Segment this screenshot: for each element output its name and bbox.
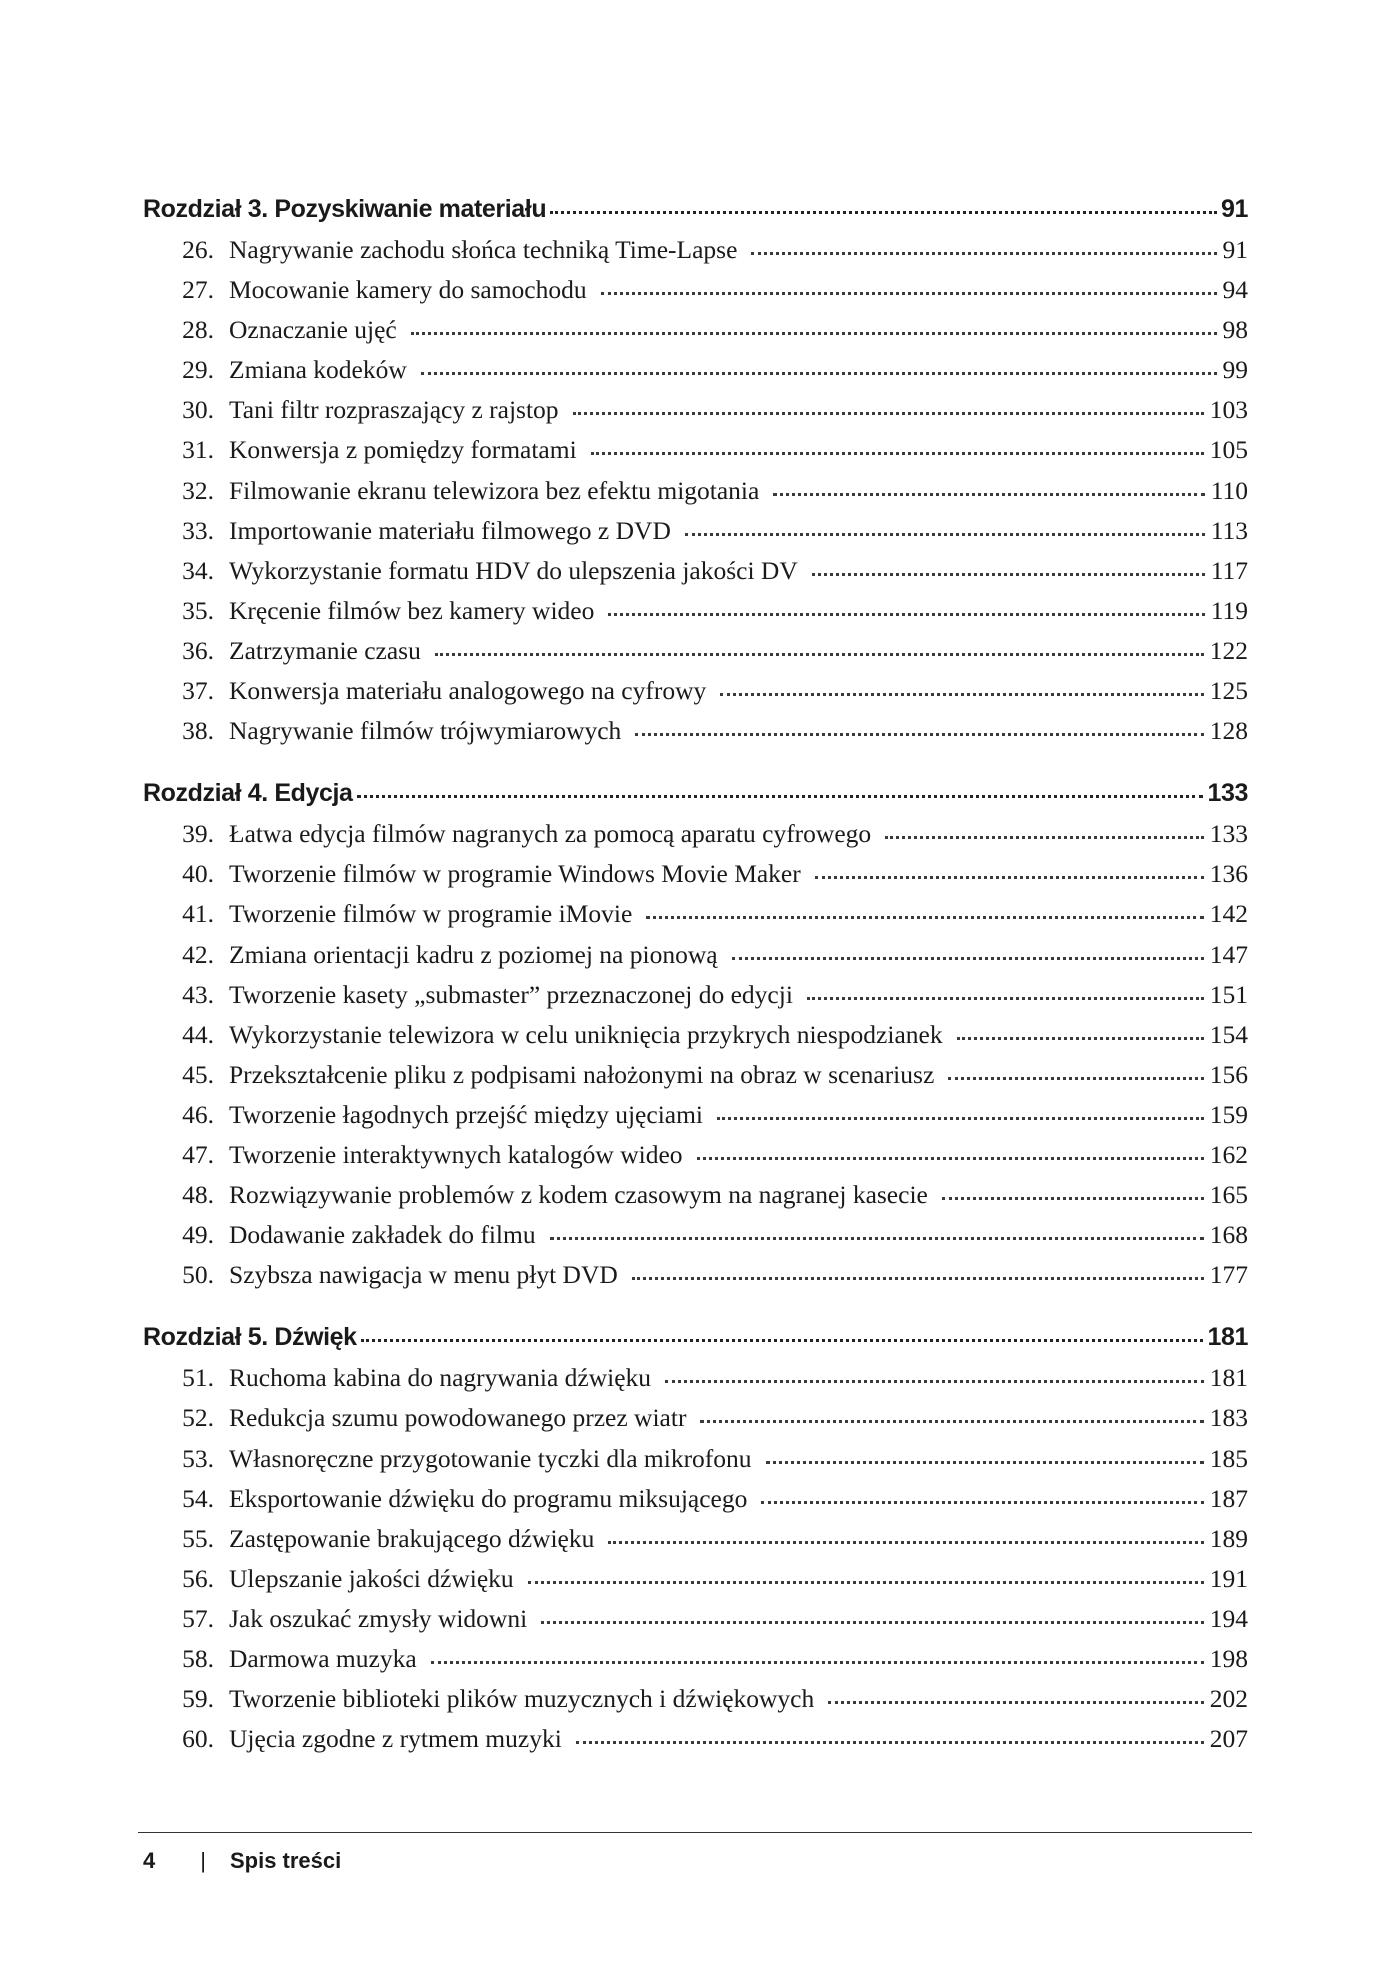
chapter-section [143,779,1248,1300]
chapter-title: Rozdział 5. Dźwięk [143,1323,357,1352]
chapter-heading[interactable] [143,195,1248,235]
dot-leader [608,613,1204,616]
entry-title: Tworzenie łagodnych przejść między ujęciami [229,1099,704,1129]
entry-number: 46. [182,1099,214,1129]
dot-leader [435,653,1204,656]
entry-number: 32. [182,475,214,505]
toc-entry[interactable] [143,1140,1248,1180]
dot-leader [601,292,1217,295]
toc-entry[interactable] [143,859,1248,899]
entry-title: Tworzenie biblioteki plików muzycznych i dźwiękowych [229,1684,815,1714]
entry-page-number: 162 [1209,1139,1248,1169]
entry-page-number: 154 [1209,1019,1248,1049]
entry-title: Tworzenie kasety „submaster” przeznaczonej do edycji [229,979,793,1009]
entry-title: Redukcja szumu powodowanego przez wiatr [229,1403,687,1433]
entry-title: Tworzenie interaktywnych katalogów wideo [229,1139,683,1169]
dot-leader [815,876,1204,879]
entry-page-number: 156 [1209,1059,1248,1089]
entry-page-number: 142 [1209,899,1248,929]
dot-leader [665,1380,1204,1383]
toc-entry[interactable] [143,1444,1248,1484]
entry-number: 52. [182,1403,214,1433]
dot-leader [361,1339,1204,1342]
entry-number: 59. [182,1684,214,1714]
entry-title: Własnoręczne przygotowanie tyczki dla mikrofonu [229,1443,752,1473]
entry-page-number: 194 [1209,1603,1248,1633]
entry-number: 33. [182,515,214,545]
chapter-page-number: 181 [1207,1323,1248,1352]
dot-leader [828,1701,1203,1704]
dot-leader [357,795,1204,798]
entry-number: 54. [182,1483,214,1513]
entry-title: Nagrywanie filmów trójwymiarowych [229,716,622,746]
toc-entry[interactable] [143,940,1248,980]
toc-entry[interactable] [143,819,1248,859]
entry-number: 53. [182,1443,214,1473]
entry-page-number: 151 [1209,979,1248,1009]
toc-entry[interactable] [143,1260,1248,1300]
dot-leader [431,1661,1204,1664]
dot-leader [550,211,1217,214]
entry-number: 51. [182,1363,214,1393]
toc-entry[interactable] [143,1403,1248,1443]
dot-leader [576,1741,1204,1744]
toc-entry[interactable] [143,676,1248,716]
dot-leader [807,997,1204,1000]
entry-title: Ruchoma kabina do nagrywania dźwięku [229,1363,652,1393]
toc-entry[interactable] [143,1100,1248,1140]
entry-page-number: 136 [1209,859,1248,889]
toc-entry[interactable] [143,1484,1248,1524]
entry-number: 28. [182,315,214,345]
entry-title: Kręcenie filmów bez kamery wideo [229,595,595,625]
dot-leader [957,1037,1204,1040]
dot-leader [751,252,1216,255]
dot-leader [732,957,1204,960]
entry-number: 29. [182,355,214,385]
entry-title: Przekształcenie pliku z podpisami nałożonymi na obraz w scenariusz [229,1059,935,1089]
dot-leader [948,1077,1203,1080]
entry-page-number: 183 [1209,1403,1248,1433]
chapter-section [143,1323,1248,1764]
entry-page-number: 147 [1209,939,1248,969]
entry-title: Konwersja z pomiędzy formatami [229,435,577,465]
chapter-title: Rozdział 4. Edycja [143,779,353,808]
entry-page-number: 103 [1209,395,1248,425]
entry-page-number: 202 [1209,1684,1248,1714]
entry-title: Zastępowanie brakującego dźwięku [229,1523,595,1553]
entry-title: Zmiana orientacji kadru z poziomej na pionową [229,939,718,969]
toc-entry[interactable] [143,1644,1248,1684]
entry-page-number: 128 [1209,716,1248,746]
entry-title: Ulepszanie jakości dźwięku [229,1563,514,1593]
entry-page-number: 98 [1222,315,1248,345]
entry-title: Tani filtr rozpraszający z rajstop [229,395,559,425]
toc-entry[interactable] [143,476,1248,516]
dot-leader [411,332,1217,335]
entry-number: 40. [182,859,214,889]
dot-leader [591,452,1204,455]
toc-entry[interactable] [143,899,1248,939]
entry-number: 49. [182,1220,214,1250]
entry-page-number: 181 [1209,1363,1248,1393]
entry-page-number: 185 [1209,1443,1248,1473]
entry-title: Ujęcia zgodne z rytmem muzyki [229,1724,562,1754]
toc-entry[interactable] [143,556,1248,596]
entry-title: Zatrzymanie czasu [229,635,421,665]
entry-page-number: 110 [1210,475,1248,505]
entry-page-number: 207 [1209,1724,1248,1754]
entry-number: 34. [182,555,214,585]
entry-page-number: 113 [1210,515,1248,545]
entry-title: Jak oszukać zmysły widowni [229,1603,528,1633]
footer-divider [138,1832,1252,1833]
toc-entry[interactable] [143,980,1248,1020]
entry-page-number: 165 [1209,1180,1248,1210]
entry-number: 43. [182,979,214,1009]
entry-page-number: 91 [1222,235,1248,264]
entry-number: 26. [182,235,214,264]
entry-title: Mocowanie kamery do samochodu [229,275,587,305]
toc-entry[interactable] [143,1724,1248,1764]
entry-page-number: 189 [1209,1523,1248,1553]
dot-leader [700,1420,1203,1423]
entry-page-number: 125 [1209,676,1248,706]
toc-entry[interactable] [143,1180,1248,1220]
chapter-section [143,195,1248,756]
dot-leader [635,733,1203,736]
entry-title: Tworzenie filmów w programie iMovie [229,899,633,929]
entry-page-number: 99 [1222,355,1248,385]
entry-number: 60. [182,1724,214,1754]
chapter-page-number: 91 [1220,195,1248,223]
dot-leader [550,1237,1204,1240]
dot-leader [421,372,1217,375]
toc-entry[interactable] [143,315,1248,355]
entry-number: 44. [182,1019,214,1049]
entry-page-number: 168 [1209,1220,1248,1250]
table-of-contents [143,195,1248,1787]
entry-number: 39. [182,819,214,849]
entry-page-number: 133 [1209,819,1248,849]
entry-page-number: 198 [1209,1644,1248,1673]
entry-number: 45. [182,1059,214,1089]
dot-leader [697,1157,1204,1160]
dot-leader [720,693,1204,696]
dot-leader [632,1277,1204,1280]
toc-entry[interactable] [143,1220,1248,1260]
entry-title: Wykorzystanie telewizora w celu uniknięcia przykrych niespodzianek [229,1019,943,1049]
dot-leader [717,1117,1204,1120]
entry-title: Darmowa muzyka [229,1644,417,1673]
entry-page-number: 122 [1209,635,1248,665]
entry-page-number: 191 [1209,1563,1248,1593]
entry-number: 27. [182,275,214,305]
entry-title: Tworzenie filmów w programie Windows Movie Maker [229,859,801,889]
toc-entry[interactable] [143,596,1248,636]
chapter-page-number: 133 [1207,779,1248,808]
dot-leader [685,533,1205,536]
entry-number: 41. [182,899,214,929]
dot-leader [885,836,1204,839]
dot-leader [646,916,1203,919]
entry-number: 50. [182,1260,214,1290]
entry-page-number: 177 [1209,1260,1248,1290]
entry-page-number: 105 [1209,435,1248,465]
dot-leader [766,1461,1204,1464]
entry-number: 30. [182,395,214,425]
entry-title: Eksportowanie dźwięku do programu miksującego [229,1483,748,1513]
entry-number: 37. [182,676,214,706]
entry-title: Rozwiązywanie problemów z kodem czasowym na nagranej kasecie [229,1180,928,1210]
entry-page-number: 117 [1210,555,1248,585]
entry-title: Filmowanie ekranu telewizora bez efektu migotania [229,475,760,505]
entry-number: 56. [182,1563,214,1593]
toc-entry[interactable] [143,1564,1248,1604]
entry-number: 36. [182,635,214,665]
entry-page-number: 119 [1210,595,1248,625]
toc-entry[interactable] [143,395,1248,435]
footer-section-title: Spis treści [229,1848,342,1873]
entry-title: Łatwa edycja filmów nagranych za pomocą aparatu cyfrowego [229,819,872,849]
entry-title: Szybsza nawigacja w menu płyt DVD [229,1260,618,1290]
entry-title: Wykorzystanie formatu HDV do ulepszenia jakości DV [229,555,798,585]
entry-number: 35. [182,595,214,625]
dot-leader [812,573,1205,576]
dot-leader [608,1541,1203,1544]
toc-entry[interactable] [143,235,1248,275]
entry-page-number: 94 [1222,275,1248,305]
dot-leader [573,412,1204,415]
toc-entry[interactable] [143,516,1248,556]
entry-title: Konwersja materiału analogowego na cyfrowy [229,676,707,706]
entry-title: Zmiana kodeków [229,355,407,385]
entry-number: 31. [182,435,214,465]
entry-title: Dodawanie zakładek do filmu [229,1220,536,1250]
entry-number: 57. [182,1603,214,1633]
entry-title: Oznaczanie ujęć [229,315,397,345]
entry-number: 58. [182,1644,214,1673]
dot-leader [541,1621,1204,1624]
toc-entry[interactable] [143,1060,1248,1100]
footer-separator: | [200,1848,206,1873]
page-footer [143,1848,341,1874]
toc-entry[interactable] [143,1020,1248,1060]
entry-title: Importowanie materiału filmowego z DVD [229,515,671,545]
toc-entry[interactable] [143,1524,1248,1564]
chapter-heading[interactable] [143,779,1248,819]
chapter-title: Rozdział 3. Pozyskiwanie materiału [143,195,547,223]
entry-title: Nagrywanie zachodu słońca techniką Time-Lapse [229,235,738,264]
entry-number: 55. [182,1523,214,1553]
entry-number: 47. [182,1139,214,1169]
toc-entry[interactable] [143,1604,1248,1644]
entry-page-number: 187 [1209,1483,1248,1513]
footer-page-number: 4 [143,1848,156,1873]
toc-entry[interactable] [143,275,1248,315]
entry-page-number: 159 [1209,1099,1248,1129]
toc-entry[interactable] [143,1363,1248,1403]
entry-number: 42. [182,939,214,969]
dot-leader [773,493,1204,496]
toc-entry[interactable] [143,355,1248,395]
toc-entry[interactable] [143,435,1248,475]
chapter-heading[interactable] [143,1323,1248,1363]
toc-entry[interactable] [143,1684,1248,1724]
dot-leader [528,1581,1204,1584]
toc-entry[interactable] [143,716,1248,756]
entry-number: 48. [182,1180,214,1210]
toc-entry[interactable] [143,636,1248,676]
dot-leader [942,1197,1204,1200]
entry-number: 38. [182,716,214,746]
dot-leader [761,1501,1203,1504]
